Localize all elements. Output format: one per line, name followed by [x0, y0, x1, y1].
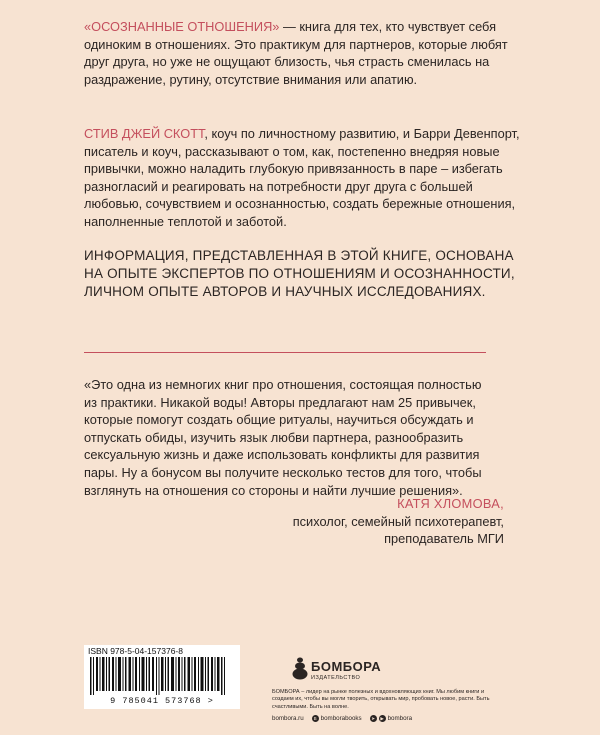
- publisher-logo: [291, 656, 382, 687]
- vk-icon: В: [313, 716, 317, 721]
- reviewer-name: КАТЯ ХЛОМОВА,: [397, 496, 504, 511]
- divider-line: [84, 352, 486, 353]
- bombora-logo-icon: [291, 656, 309, 682]
- barcode-digits: 9 785041 573768 >: [110, 696, 214, 706]
- reviewer-role-line1: психолог, семейный психотерапевт,: [292, 513, 504, 529]
- vk-handle: bomborabooks: [320, 715, 362, 722]
- telegram-icon: ➤: [371, 716, 375, 721]
- isbn-label: ISBN 978-5-04-157376-8: [88, 646, 183, 656]
- book-title: «ОСОЗНАННЫЕ ОТНОШЕНИЯ»: [84, 19, 280, 34]
- highlight-paragraph: ИНФОРМАЦИЯ, ПРЕДСТАВЛЕННАЯ В ЭТОЙ КНИГЕ, ОСНОВАНА НА ОПЫТЕ ЭКСПЕРТОВ ПО ОТНОШЕНИЯМ И ОСОЗНАННОСТИ, ЛИЧНОМ ОПЫТЕ АВТОРОВ И НАУЧНЫХ ИССЛЕДОВАНИЯХ.: [84, 248, 515, 299]
- reviewer-role-line2: преподаватель МГИ: [384, 531, 504, 547]
- barcode: [84, 645, 240, 709]
- telegram-handle: bombora: [387, 715, 413, 722]
- social-telegram[interactable]: [370, 715, 412, 722]
- publisher-subtitle: ИЗДАТЕЛЬСТВО: [311, 675, 361, 681]
- video-icon: ▶: [380, 716, 384, 721]
- review-quote: «Это одна из немногих книг про отношения, состоящая полностью из практики. Никакой воды! Авторы предлагают нам 25 привычек, которые помогут создать общие ритуалы, научиться обсуждать и отпускать обиды, изучить язык любви партнера, разнообразить сексуальную жизнь и даже использовать конфликты для развития пары. Ну а бонусом вы получите несколько тестов для того, чтобы взглянуть на отношения со стороны и найти лучшие решения».: [84, 377, 482, 498]
- intro-text: — книга для тех, кто чувствует себя одиноким в отношениях. Это практикум для партнеров, которые любят друг друга, но уже не ощущают близость, чья страсть сменилась на раздражение, рутину, отсутствие внимания или апатию.: [84, 19, 508, 87]
- barcode-bars: [90, 657, 234, 695]
- website-link: bombora.ru: [272, 715, 304, 722]
- page-bottom-margin: [0, 735, 600, 750]
- publisher-description: БОМБОРА – лидер на рынке полезных и вдохновляющих книг. Мы любим книги и создаем их, чтобы вы могли творить, открывать мир, пробовать новое, расти. Быть счастливыми. Быть на волне.: [272, 689, 490, 710]
- social-website[interactable]: [272, 715, 304, 722]
- author-name: СТИВ ДЖЕЙ СКОТТ: [84, 126, 205, 141]
- authors-paragraph: [84, 125, 520, 231]
- social-vk[interactable]: [312, 715, 362, 722]
- publisher-socials: [272, 715, 412, 722]
- intro-paragraph: [84, 18, 520, 88]
- reviewer-signature: [293, 495, 504, 548]
- authors-text: , коуч по личностному развитию, и Барри Девенпорт, писатель и коуч, рассказывают о том, как, постепенно внедряя новые привычки, можно наладить глубокую привязанность в паре – избегать разногласий и реагировать на потребности друг друга с большей любовью, сочувствием и осознанностью, создать бережные отношения, наполненные теплотой и заботой.: [84, 126, 520, 229]
- publisher-name: БОМБОРА: [311, 659, 382, 674]
